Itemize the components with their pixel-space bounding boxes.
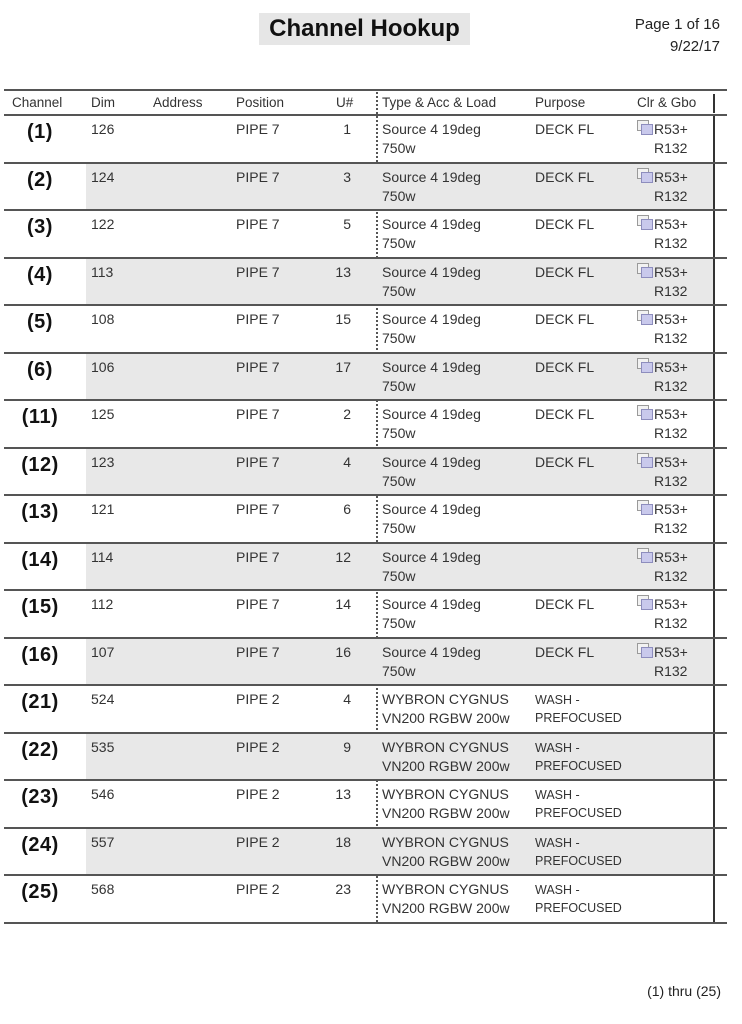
unit-number: 17: [335, 358, 351, 375]
color-line-2: R132: [654, 472, 688, 489]
type-cell: [382, 690, 510, 728]
color-line-1: R53+: [654, 406, 688, 422]
position-name: PIPE 7: [236, 406, 280, 422]
type-line-1: Source 4 19deg: [382, 406, 481, 422]
color-cell: [654, 548, 688, 586]
channel-number: (24): [21, 833, 59, 856]
table-row: [4, 354, 727, 402]
row-end-rule: [713, 686, 715, 732]
color-line-2: R132: [654, 377, 688, 394]
gobo-icon: [637, 310, 654, 326]
channel-number: (14): [21, 548, 59, 571]
unit-number: 13: [335, 263, 351, 280]
type-line-2: 750w: [382, 567, 416, 584]
type-cell: [382, 263, 481, 301]
color-cell: [654, 358, 688, 396]
table-row: [4, 259, 727, 307]
purpose-cell: [535, 834, 622, 870]
purpose-cell: [535, 120, 594, 139]
position-name: PIPE 7: [236, 548, 280, 565]
table-row: [4, 781, 727, 829]
type-line-1: Source 4 19deg: [382, 311, 481, 327]
channel-number: (11): [21, 406, 59, 428]
purpose-line-2: PREFOCUSED: [535, 901, 622, 915]
row-end-rule: [713, 306, 715, 352]
dimmer-number: 557: [91, 833, 115, 850]
purpose-line-1: DECK FL: [535, 453, 595, 470]
type-cell: [382, 833, 510, 871]
type-cell: [382, 595, 481, 633]
type-line-2: 750w: [382, 187, 416, 204]
purpose-line-1: DECK FL: [535, 596, 595, 612]
type-line-1: Source 4 19deg: [382, 216, 481, 232]
unit-number: 4: [343, 691, 351, 707]
purpose-cell: [535, 168, 594, 187]
channel-number: (16): [21, 643, 59, 666]
position-name: PIPE 7: [236, 358, 280, 375]
gobo-icon: [637, 215, 654, 231]
page-number: Page 1 of 16: [634, 16, 720, 33]
table-row: [4, 829, 727, 877]
position-name: PIPE 7: [236, 643, 280, 660]
type-cell: [382, 738, 510, 776]
position-name: PIPE 7: [236, 596, 280, 612]
header-end-rule: [713, 94, 715, 113]
color-line-2: R132: [654, 520, 688, 536]
unit-number: 5: [343, 216, 351, 232]
gobo-icon: [637, 263, 654, 279]
color-line-1: R53+: [654, 548, 688, 565]
dimmer-number: 121: [91, 501, 115, 517]
table-row: [4, 496, 727, 544]
purpose-cell: [535, 405, 594, 424]
unit-number: 15: [335, 311, 351, 327]
header-channel: Channel: [12, 95, 63, 110]
type-line-1: WYBRON CYGNUS: [382, 738, 509, 755]
type-line-1: Source 4 19deg: [382, 501, 481, 517]
dimmer-number: 546: [91, 786, 115, 802]
row-end-rule: [713, 829, 715, 875]
channel-number: (5): [27, 311, 53, 333]
type-line-1: Source 4 19deg: [382, 263, 481, 280]
channel-number: (4): [27, 263, 53, 286]
type-line-2: 750w: [382, 615, 416, 631]
gobo-icon: [637, 500, 654, 516]
type-line-2: 750w: [382, 140, 416, 156]
color-line-1: R53+: [654, 311, 688, 327]
position-name: PIPE 7: [236, 121, 280, 137]
purpose-line-1: WASH -: [535, 740, 580, 755]
dimmer-number: 524: [91, 691, 115, 707]
color-line-2: R132: [654, 235, 688, 251]
type-line-2: VN200 RGBW 200w: [382, 757, 510, 774]
table-row: [4, 591, 727, 639]
row-end-rule: [713, 211, 715, 257]
type-line-2: VN200 RGBW 200w: [382, 852, 510, 869]
dimmer-number: 113: [91, 263, 114, 280]
gobo-icon: [637, 405, 654, 421]
row-end-rule: [713, 591, 715, 637]
dimmer-number: 123: [91, 453, 115, 470]
color-line-2: R132: [654, 425, 688, 441]
type-line-2: VN200 RGBW 200w: [382, 900, 510, 916]
row-end-rule: [713, 639, 715, 685]
row-end-rule: [713, 449, 715, 495]
dimmer-number: 124: [91, 168, 115, 185]
table-row: [4, 211, 727, 259]
table-row: [4, 306, 727, 354]
type-line-2: 750w: [382, 330, 416, 346]
unit-number: 9: [343, 738, 351, 755]
unit-number: 18: [335, 833, 351, 850]
table-row: [4, 876, 727, 924]
purpose-cell: [535, 643, 594, 662]
header-color: Clr & Gbo: [637, 95, 697, 110]
purpose-line-2: PREFOCUSED: [535, 853, 622, 868]
gobo-icon: [637, 358, 654, 374]
type-cell: [382, 120, 481, 158]
type-line-2: 750w: [382, 425, 416, 441]
dimmer-number: 535: [91, 738, 115, 755]
purpose-cell: [535, 215, 594, 234]
type-line-1: WYBRON CYGNUS: [382, 786, 509, 802]
page-title: Channel Hookup: [259, 13, 470, 45]
type-cell: [382, 453, 481, 491]
unit-number: 12: [335, 548, 351, 565]
color-line-2: R132: [654, 615, 688, 631]
type-line-1: Source 4 19deg: [382, 358, 481, 375]
purpose-line-1: WASH -: [535, 883, 580, 897]
color-line-1: R53+: [654, 358, 688, 375]
purpose-line-1: DECK FL: [535, 406, 595, 422]
dimmer-number: 126: [91, 121, 115, 137]
position-name: PIPE 7: [236, 168, 280, 185]
purpose-cell: [535, 739, 622, 775]
type-line-1: Source 4 19deg: [382, 453, 481, 470]
color-line-1: R53+: [654, 263, 688, 280]
channel-hookup-table: [4, 89, 727, 924]
type-cell: [382, 215, 481, 253]
type-cell: [382, 548, 481, 586]
gobo-icon: [637, 168, 654, 184]
purpose-line-2: PREFOCUSED: [535, 806, 622, 820]
color-cell: [654, 310, 688, 348]
dimmer-number: 568: [91, 881, 115, 897]
color-line-2: R132: [654, 140, 688, 156]
color-cell: [654, 405, 688, 443]
purpose-line-1: WASH -: [535, 835, 580, 850]
row-end-rule: [713, 164, 715, 210]
unit-number: 4: [343, 453, 351, 470]
dimmer-number: 106: [91, 358, 115, 375]
position-name: PIPE 7: [236, 453, 280, 470]
dimmer-number: 107: [91, 643, 115, 660]
type-cell: [382, 358, 481, 396]
channel-number: (21): [21, 691, 59, 713]
channel-number: (6): [27, 358, 53, 381]
color-line-2: R132: [654, 567, 688, 584]
dimmer-number: 112: [91, 596, 114, 612]
row-end-rule: [713, 781, 715, 827]
row-end-rule: [713, 734, 715, 780]
row-end-rule: [713, 544, 715, 590]
color-cell: [654, 168, 688, 206]
table-row: [4, 401, 727, 449]
channel-number: (13): [21, 501, 59, 523]
position-name: PIPE 2: [236, 786, 280, 802]
unit-number: 2: [343, 406, 351, 422]
unit-number: 3: [343, 168, 351, 185]
gobo-icon: [637, 643, 654, 659]
table-row: [4, 686, 727, 734]
color-line-1: R53+: [654, 453, 688, 470]
color-line-1: R53+: [654, 596, 688, 612]
position-name: PIPE 7: [236, 263, 280, 280]
purpose-line-1: DECK FL: [535, 216, 595, 232]
type-line-1: Source 4 19deg: [382, 596, 481, 612]
type-line-1: Source 4 19deg: [382, 548, 481, 565]
row-end-rule: [713, 116, 715, 162]
channel-number: (1): [27, 121, 53, 143]
type-line-1: Source 4 19deg: [382, 168, 481, 185]
type-line-2: VN200 RGBW 200w: [382, 805, 510, 821]
purpose-line-1: WASH -: [535, 788, 580, 802]
color-line-1: R53+: [654, 168, 688, 185]
purpose-line-2: PREFOCUSED: [535, 758, 622, 773]
purpose-line-2: PREFOCUSED: [535, 711, 622, 725]
gobo-icon: [637, 120, 654, 136]
unit-number: 1: [343, 121, 351, 137]
report-date: 9/22/17: [669, 38, 720, 55]
dimmer-number: 114: [91, 548, 114, 565]
type-line-2: 750w: [382, 235, 416, 251]
channel-number: (22): [21, 738, 59, 761]
row-end-rule: [713, 876, 715, 922]
row-end-rule: [713, 401, 715, 447]
color-line-2: R132: [654, 282, 688, 299]
row-end-rule: [713, 354, 715, 400]
color-line-2: R132: [654, 187, 688, 204]
gobo-icon: [637, 548, 654, 564]
purpose-cell: [535, 453, 594, 472]
purpose-line-1: DECK FL: [535, 168, 595, 185]
channel-number: (25): [21, 881, 59, 903]
position-name: PIPE 7: [236, 216, 280, 232]
type-cell: [382, 643, 481, 681]
page-range-footer: (1) thru (25): [647, 983, 721, 999]
color-line-1: R53+: [654, 643, 688, 660]
purpose-cell: [535, 595, 594, 614]
unit-number: 14: [335, 596, 351, 612]
header-position: Position: [236, 95, 285, 110]
type-line-2: 750w: [382, 472, 416, 489]
type-cell: [382, 405, 481, 443]
unit-number: 16: [335, 643, 351, 660]
color-cell: [654, 215, 688, 253]
color-cell: [654, 120, 688, 158]
purpose-line-1: DECK FL: [535, 121, 595, 137]
table-header: [4, 89, 727, 116]
gobo-icon: [637, 453, 654, 469]
purpose-line-1: DECK FL: [535, 643, 595, 660]
channel-number: (15): [21, 596, 59, 618]
color-line-2: R132: [654, 330, 688, 346]
position-name: PIPE 2: [236, 738, 280, 755]
purpose-line-1: WASH -: [535, 693, 580, 707]
type-cell: [382, 310, 481, 348]
position-name: PIPE 7: [236, 311, 280, 327]
dimmer-number: 122: [91, 216, 115, 232]
type-cell: [382, 785, 510, 823]
purpose-cell: [535, 786, 622, 822]
type-line-2: 750w: [382, 520, 416, 536]
purpose-line-1: DECK FL: [535, 358, 595, 375]
position-name: PIPE 2: [236, 881, 280, 897]
position-name: PIPE 2: [236, 833, 280, 850]
dimmer-number: 125: [91, 406, 115, 422]
type-cell: [382, 880, 510, 918]
header-address: Address: [153, 95, 203, 110]
channel-number: (23): [21, 786, 59, 808]
purpose-cell: [535, 881, 622, 917]
header-type: Type & Acc & Load: [382, 95, 497, 110]
type-line-1: WYBRON CYGNUS: [382, 833, 509, 850]
type-line-1: Source 4 19deg: [382, 121, 481, 137]
table-row: [4, 164, 727, 212]
position-name: PIPE 7: [236, 501, 280, 517]
unit-number: 13: [335, 786, 351, 802]
table-body: [4, 116, 727, 924]
type-cell: [382, 168, 481, 206]
table-row: [4, 734, 727, 782]
color-line-1: R53+: [654, 121, 688, 137]
purpose-cell: [535, 310, 594, 329]
color-cell: [654, 595, 688, 633]
row-end-rule: [713, 496, 715, 542]
type-cell: [382, 500, 481, 538]
table-row: [4, 449, 727, 497]
table-row: [4, 116, 727, 164]
channel-number: (3): [27, 216, 53, 238]
row-end-rule: [713, 259, 715, 305]
type-line-1: Source 4 19deg: [382, 643, 481, 660]
header-unit: U#: [336, 95, 354, 110]
type-line-2: 750w: [382, 377, 416, 394]
purpose-line-1: DECK FL: [535, 311, 595, 327]
unit-number: 23: [335, 881, 351, 897]
channel-number: (2): [27, 168, 53, 191]
unit-number: 6: [343, 501, 351, 517]
color-cell: [654, 453, 688, 491]
color-cell: [654, 263, 688, 301]
type-line-1: WYBRON CYGNUS: [382, 691, 509, 707]
purpose-cell: [535, 358, 594, 377]
table-row: [4, 639, 727, 687]
color-cell: [654, 643, 688, 681]
gobo-icon: [637, 595, 654, 611]
color-line-2: R132: [654, 662, 688, 679]
type-line-2: VN200 RGBW 200w: [382, 710, 510, 726]
purpose-cell: [535, 691, 622, 727]
color-line-1: R53+: [654, 216, 688, 232]
type-line-2: 750w: [382, 662, 416, 679]
type-line-1: WYBRON CYGNUS: [382, 881, 509, 897]
header-purpose: Purpose: [535, 95, 586, 110]
purpose-cell: [535, 263, 594, 282]
color-line-1: R53+: [654, 501, 688, 517]
purpose-line-1: DECK FL: [535, 263, 595, 280]
header-dim: Dim: [91, 95, 115, 110]
type-line-2: 750w: [382, 282, 416, 299]
dimmer-number: 108: [91, 311, 115, 327]
position-name: PIPE 2: [236, 691, 280, 707]
table-row: [4, 544, 727, 592]
color-cell: [654, 500, 688, 538]
page-info: [635, 14, 720, 58]
channel-number: (12): [21, 453, 59, 476]
